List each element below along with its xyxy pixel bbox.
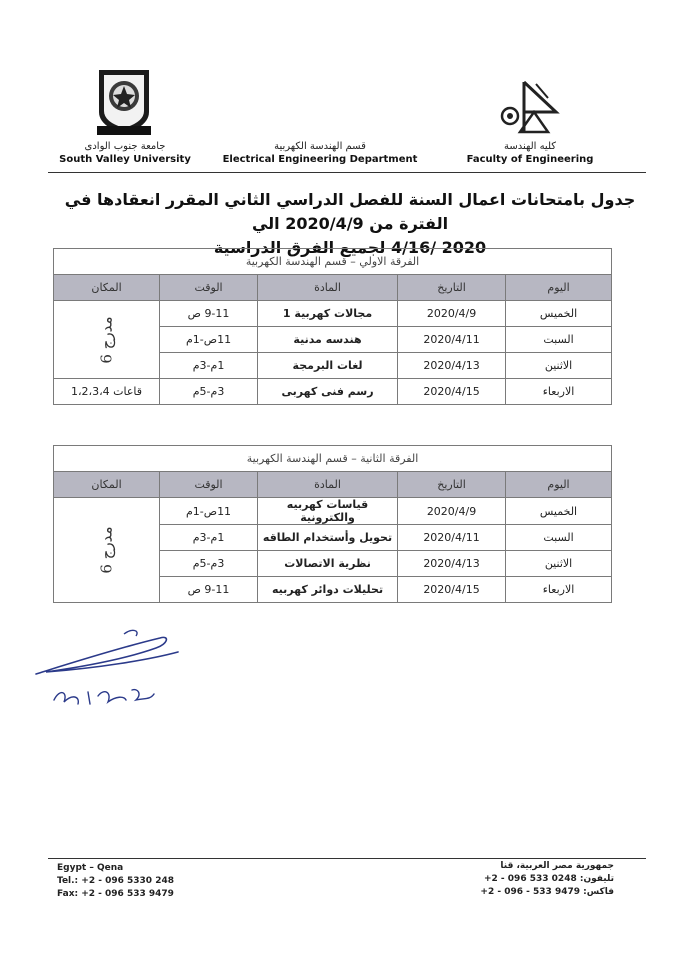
- col-header-day: اليوم: [506, 472, 612, 498]
- cell-subject: رسم فنى كهربى: [258, 379, 398, 405]
- col-header-place: المكان: [54, 275, 160, 301]
- footer-fax-en: Fax: +2 - 096 533 9479: [57, 889, 174, 899]
- footer-contact-en: [57, 862, 174, 901]
- faculty-name-ar: كليه الهندسة: [503, 141, 557, 152]
- university-name-ar: جامعة جنوب الوادى: [84, 141, 166, 152]
- table2-group-title: الفرقة الثانية – قسم الهندسة الكهربية: [54, 446, 612, 472]
- cell-day: الاثنين: [506, 551, 612, 577]
- cell-time: 1م-3م: [160, 353, 258, 379]
- schedule-table-year1: [53, 248, 612, 405]
- col-header-date: التاريخ: [398, 472, 506, 498]
- place-hall-label: مدرج 6: [97, 526, 116, 574]
- col-header-place: المكان: [54, 472, 160, 498]
- col-header-subject: المادة: [258, 472, 398, 498]
- department-name-block: [220, 140, 420, 166]
- title-line-1: جدول بامتحانات اعمال السنة للفصل الدراسي الثاني المقرر انعقادها في الفترة من 2020/4/9 الي: [64, 190, 636, 233]
- cell-time: 3م-5م: [160, 379, 258, 405]
- cell-day: السبت: [506, 525, 612, 551]
- footer-contact-ar: [480, 860, 614, 899]
- cell-place-merged: [54, 301, 160, 379]
- cell-day: الاربعاء: [506, 379, 612, 405]
- cell-subject: تحويل وأستخدام الطاقه: [258, 525, 398, 551]
- cell-time: 1م-3م: [160, 525, 258, 551]
- footer-fax-ar: فاكس: 9479 533 - 096 - 2+: [480, 887, 614, 897]
- col-header-subject: المادة: [258, 275, 398, 301]
- cell-day: الخميس: [506, 301, 612, 327]
- cell-place: قاعات 1،2،3،4: [54, 379, 160, 405]
- footer-tel-ar: تليفون: 0248 533 096 - 2+: [483, 874, 614, 884]
- cell-time: 9-11 ص: [160, 577, 258, 603]
- department-name-en: Electrical Engineering Department: [222, 154, 418, 165]
- header-divider: [48, 172, 646, 173]
- footer-tel-en: Tel.: +2 - 096 5330 248: [57, 876, 174, 886]
- table-row: [54, 498, 612, 525]
- cell-subject: هندسه مدنية: [258, 327, 398, 353]
- cell-date: 2020/4/9: [398, 498, 506, 525]
- cell-day: الخميس: [506, 498, 612, 525]
- schedule-table-year2: [53, 445, 612, 603]
- faculty-logo-icon: [496, 78, 566, 136]
- cell-subject: قياسات كهربيه والكترونية: [258, 498, 398, 525]
- footer-divider: [48, 858, 646, 859]
- col-header-time: الوقت: [160, 472, 258, 498]
- title-line-2: 2020 /4/16 لجميع الفرق الدراسية: [213, 238, 487, 257]
- university-name-en: South Valley University: [59, 154, 191, 165]
- cell-day: السبت: [506, 327, 612, 353]
- cell-subject: مجالات كهربية 1: [258, 301, 398, 327]
- handwritten-signature: [28, 622, 188, 712]
- cell-time: 11ص-1م: [160, 327, 258, 353]
- cell-date: 2020/4/15: [398, 379, 506, 405]
- cell-subject: لغات البرمجة: [258, 353, 398, 379]
- cell-day: الاربعاء: [506, 577, 612, 603]
- cell-place-merged: [54, 498, 160, 603]
- table1-group-title: الفرقة الاولي – قسم الهندسة الكهربية: [54, 249, 612, 275]
- cell-date: 2020/4/11: [398, 327, 506, 353]
- cell-date: 2020/4/13: [398, 353, 506, 379]
- cell-date: 2020/4/13: [398, 551, 506, 577]
- footer-address-en: Egypt – Qena: [57, 863, 124, 873]
- col-header-day: اليوم: [506, 275, 612, 301]
- faculty-name-en: Faculty of Engineering: [466, 154, 594, 165]
- cell-day: الاثنين: [506, 353, 612, 379]
- cell-time: 3م-5م: [160, 551, 258, 577]
- place-hall-label: مدرج 6: [97, 315, 116, 364]
- cell-time: 11ص-1م: [160, 498, 258, 525]
- cell-time: 9-11 ص: [160, 301, 258, 327]
- table1-header-row: [54, 275, 612, 301]
- cell-subject: نظرية الاتصالات: [258, 551, 398, 577]
- footer-address-ar: جمهورية مصر العربية، قنا: [500, 861, 614, 871]
- cell-date: 2020/4/11: [398, 525, 506, 551]
- table-row: [54, 301, 612, 327]
- department-name-ar: قسم الهندسة الكهربية: [274, 141, 366, 152]
- cell-date: 2020/4/9: [398, 301, 506, 327]
- cell-subject: تحليلات دوائر كهربيه: [258, 577, 398, 603]
- university-seal-icon: [93, 64, 155, 138]
- table2-header-row: [54, 472, 612, 498]
- faculty-name-block: [455, 140, 605, 166]
- cell-date: 2020/4/15: [398, 577, 506, 603]
- col-header-date: التاريخ: [398, 275, 506, 301]
- university-name-block: [40, 140, 210, 166]
- col-header-time: الوقت: [160, 275, 258, 301]
- table-row: [54, 379, 612, 405]
